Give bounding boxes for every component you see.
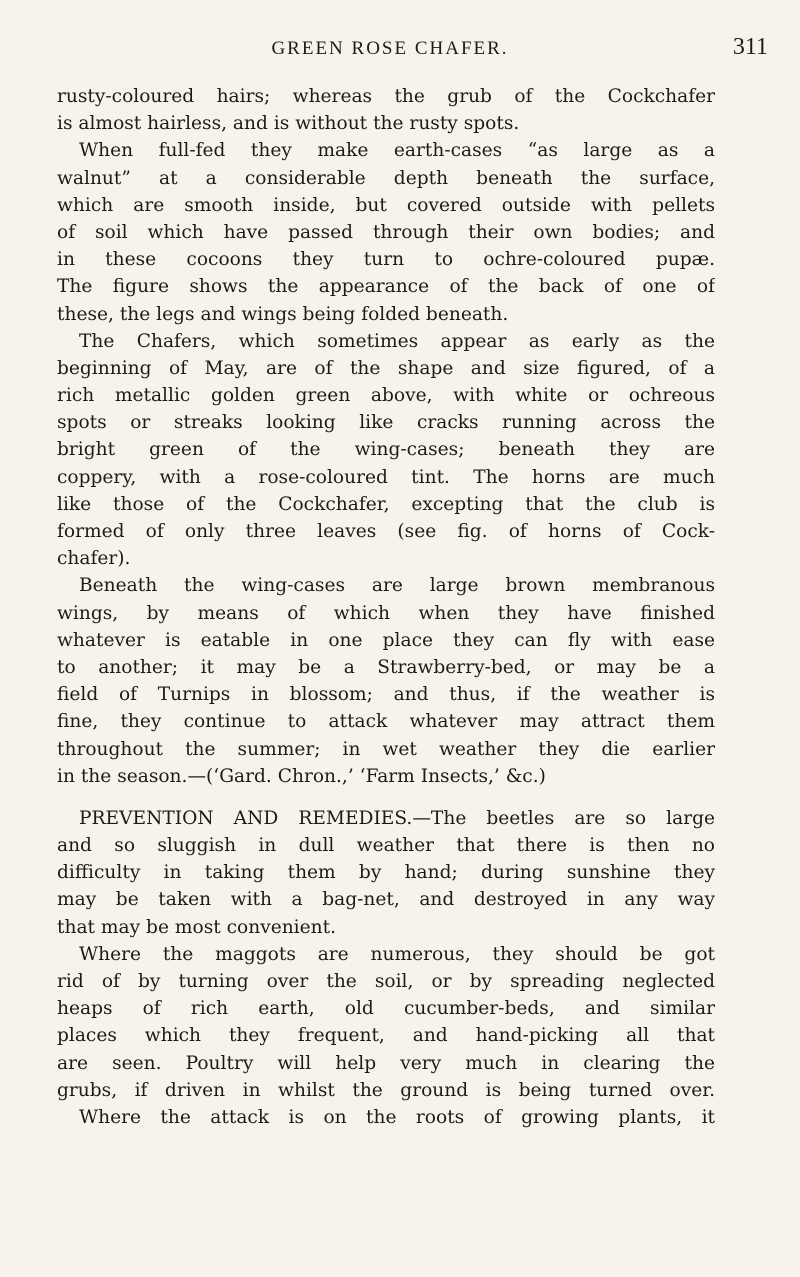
text-line: places which they frequent, and hand-picking all that <box>57 1025 715 1047</box>
text-line: grubs, if driven in whilst the ground is being turned over. <box>57 1079 715 1101</box>
text-line: walnut” at a considerable depth beneath the surface, <box>57 167 715 189</box>
text-line: of soil which have passed through their own bodies; and <box>57 221 715 243</box>
text-line: heaps of rich earth, old cucumber-beds, and similar <box>57 998 715 1020</box>
text-line: rid of by turning over the soil, or by spreading neglected <box>57 971 715 992</box>
text-line: rusty-coloured hairs; whereas the grub of the Cockchafer <box>57 86 715 107</box>
text-line: spots or streaks looking like cracks running across the <box>57 412 715 434</box>
text-line: wings, by means of which when they have finished <box>57 602 715 624</box>
text-line: fine, they continue to attack whatever may attract them <box>57 711 715 733</box>
text-line: to another; it may be a Strawberry-bed, or may be a <box>57 656 715 678</box>
text-line: The Chafers, which sometimes appear as early as the <box>79 330 715 352</box>
text-line: Where the attack is on the roots of growing plants, it <box>79 1106 715 1128</box>
text-line: these, the legs and wings being folded beneath. <box>57 303 509 325</box>
text-line: beginning of May, are of the shape and size figured, of a <box>57 357 715 379</box>
text-line: whatever is eatable in one place they can fly with ease <box>57 629 715 651</box>
text-line: and so sluggish in dull weather that there is then no <box>57 835 715 857</box>
text-line: The figure shows the appearance of the back of one of <box>57 276 715 298</box>
text-line: When full-fed they make earth-cases “as large as a <box>79 140 715 162</box>
text-line: may be taken with a bag-net, and destroyed in any way <box>57 889 715 911</box>
text-line: rich metallic golden green above, with white or ochreous <box>57 385 715 407</box>
running-head <box>60 34 768 66</box>
text-line: chafer). <box>57 548 131 570</box>
text-line: bright green of the wing-cases; beneath they are <box>57 439 715 461</box>
text-line: is almost hairless, and is without the rusty spots. <box>57 113 520 135</box>
text-line: field of Turnips in blossom; and thus, if the weather is <box>57 684 715 706</box>
text-line: are seen. Poultry will help very much in clearing the <box>57 1052 715 1074</box>
text-line: in the season.—(‘Gard. Chron.,’ ‘Farm Insects,’ &c.) <box>57 765 546 787</box>
text-line: in these cocoons they turn to ochre-coloured pupæ. <box>57 249 715 271</box>
text-line: that may be most convenient. <box>57 916 336 938</box>
text-line: coppery, with a rose-coloured tint. The horns are much <box>57 466 715 488</box>
text-line: difficulty in taking them by hand; during sunshine they <box>57 862 715 884</box>
text-line: which are smooth inside, but covered outside with pellets <box>57 194 715 216</box>
text-line: Beneath the wing-cases are large brown membranous <box>79 575 715 597</box>
running-title: GREEN ROSE CHAFER. <box>271 38 509 59</box>
text-line: throughout the summer; in wet weather they die earlier <box>57 738 715 760</box>
text-line: like those of the Cockchafer, excepting that the club is <box>57 493 715 515</box>
text-line: formed of only three leaves (see fig. of horns of Cock- <box>57 521 715 542</box>
page-number: 311 <box>732 34 768 60</box>
body-text <box>57 83 715 1131</box>
text-line: Where the maggots are numerous, they should be got <box>79 943 715 965</box>
section-heading-line: PREVENTION AND REMEDIES.—The beetles are so large <box>79 807 715 829</box>
